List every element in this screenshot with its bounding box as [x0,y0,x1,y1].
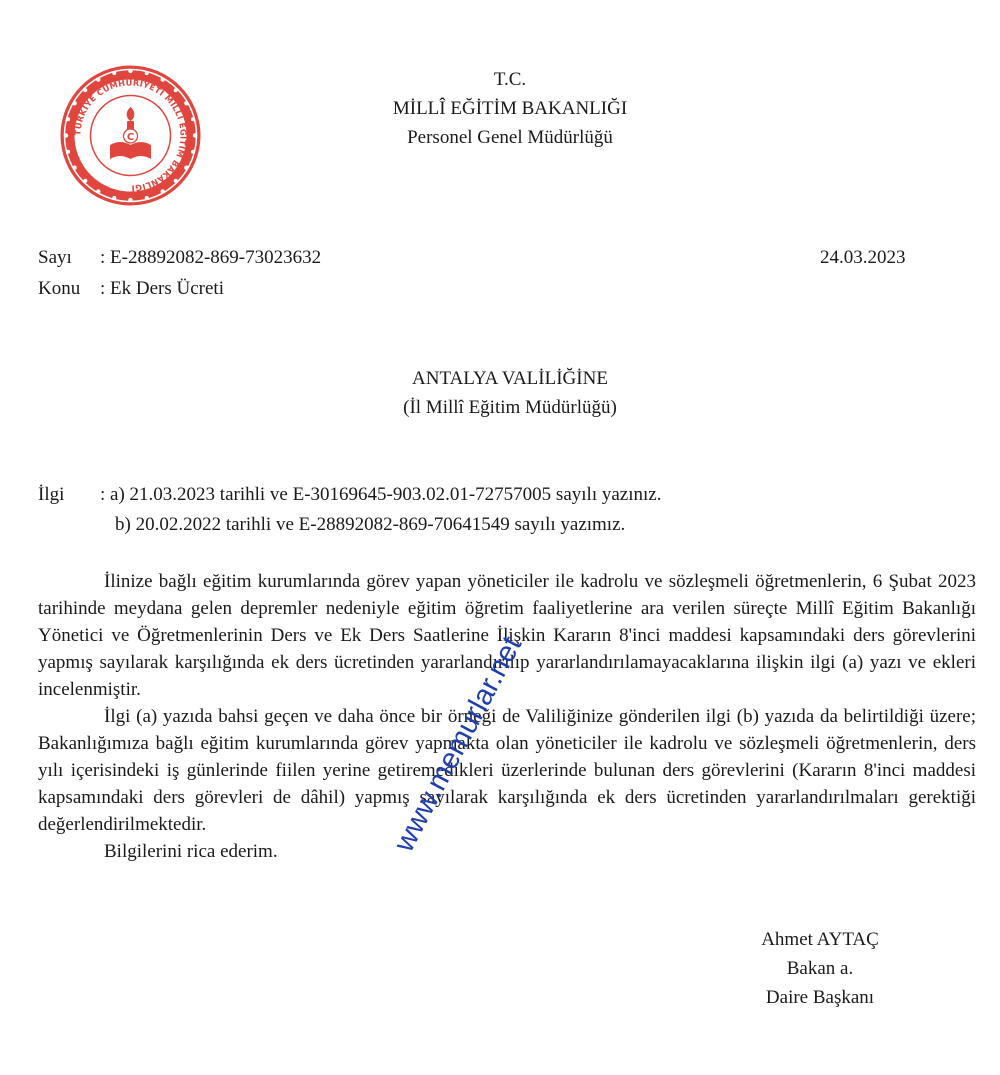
seal-center-text: C [126,132,135,143]
konu-label: Konu [38,278,81,299]
header-ministry: MİLLÎ EĞİTİM BAKANLIĞI [392,98,628,119]
addressee-line2: (İl Millî Eğitim Müdürlüğü) [403,397,617,418]
sayi-value: : E-28892082-869-73023632 [100,247,322,268]
signer-role-1: Bakan a. [786,958,854,979]
konu-row [38,277,224,301]
body-paragraph-2: İlgi (a) yazıda bahsi geçen ve daha önce bir örneği de Valiliğinize gönderilen ilgi (b) yazıda da belirtildiği üzere; Bakanlığımıza bağlı eğitim kurumlarında görev yapmakta olan yöneticiler ile kadrolu ve sözleşmeli öğretmenlerin, ders yılı içerisindeki iş günlerinde fiilen yerine getiremedikleri üzerlerinde bulunan ders görevlerini (Kararın 8'inci maddesi kapsamındaki ders görevleri de dâhil) yapmış sayılarak karşılığında ek ders ücretinden yararlandırılmaları gerektiği değerlendirilmektedir. [38,706,976,835]
signature-block [690,925,950,1012]
ilgi-a: : a) 21.03.2023 tarihli ve E-30169645-903.02.01-72757005 sayılı yazınız. [100,484,662,505]
sayi-row [38,246,321,270]
signer-role-2: Daire Başkanı [765,987,875,1008]
ilgi-row-a [38,483,661,507]
ilgi-b: b) 20.02.2022 tarihli ve E-28892082-869-70641549 sayılı yazımız. [115,514,626,535]
seal-ring-text: TÜRKİYE CUMHURİYETİ MİLLÎ EĞİTİM BAKANLIĞI [72,77,189,194]
body-paragraph-3: Bilgilerini rica ederim. [104,841,278,862]
document-date: 24.03.2023 [820,247,906,268]
body-paragraph-1: İlinize bağlı eğitim kurumlarında görev yapan yöneticiler ile kadrolu ve sözleşmeli öğretmenlerin, 6 Şubat 2023 tarihinde meydana gelen depremler nedeniyle eğitim öğretim faaliyetlerine ara verilen süreçte Millî Eğitim Bakanlığı Yönetici ve Öğretmenlerinin Ders ve Ek Ders Saatlerine İlişkin Kararın 8'inci maddesi kapsamındaki ders görevlerini yapmış sayılarak karşılığında ek ders ücretinden yararlandırılıp yararlandırılamayacaklarına ilişkin ilgi (a) yazı ve ekleri incelenmiştir. [38,571,976,700]
header-directorate: Personel Genel Müdürlüğü [407,127,613,148]
document-header [300,65,720,152]
header-tc: T.C. [493,69,527,90]
konu-value: : Ek Ders Ücreti [100,278,224,299]
memurlar-watermark: www.memurlar.net [388,631,529,858]
sayi-label: Sayı [38,247,72,268]
addressee-line1: ANTALYA VALİLİĞİNE [412,368,608,389]
ministry-seal-logo [58,63,203,208]
ilgi-label: İlgi [38,484,65,505]
addressee-block [300,364,720,422]
signer-name: Ahmet AYTAÇ [761,929,879,950]
